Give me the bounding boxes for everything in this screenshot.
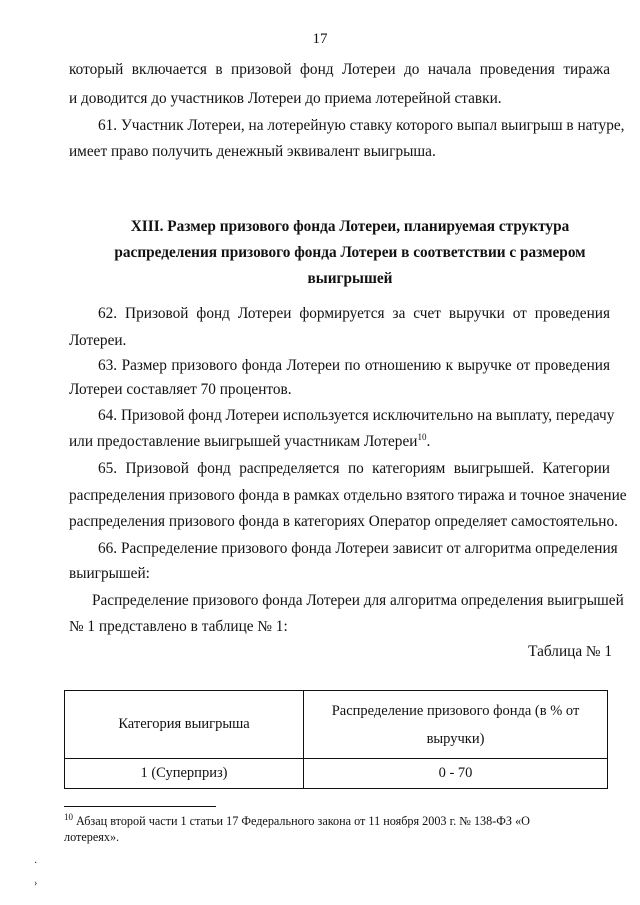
paragraph-line: № 1 представлено в таблице № 1: <box>69 618 288 635</box>
footnote-line <box>64 813 604 829</box>
footnote <box>64 813 604 845</box>
section-heading-line: выигрышей <box>307 270 393 287</box>
cell-category: 1 (Суперприз) <box>65 759 304 789</box>
footnote-divider <box>64 806 216 807</box>
paragraph-line: 63. Размер призового фонда Лотереи по отношению к выручке от проведения <box>98 357 610 374</box>
table-row <box>65 759 608 789</box>
paragraph-line: Распределение призового фонда Лотереи для алгоритма определения выигрышей <box>92 592 624 609</box>
paragraph-line: имеет право получить денежный эквивалент выигрыша. <box>69 143 436 160</box>
paragraph-line: выигрышей: <box>69 565 150 582</box>
paragraph-line: распределения призового фонда в категориях Оператор определяет самостоятельно. <box>69 513 618 530</box>
paragraph-line: Лотереи. <box>69 332 127 349</box>
paragraph-line: 65. Призовой фонд распределяется по категориям выигрышей. Категории <box>98 460 610 477</box>
paragraph-text: или предоставление выигрышей участникам Лотереи <box>69 433 418 450</box>
header-category: Категория выигрыша <box>65 691 304 759</box>
paragraph-line: 66. Распределение призового фонда Лотереи зависит от алгоритма определения <box>98 540 618 557</box>
table-header-row <box>65 691 608 759</box>
paragraph-line: который включается в призовой фонд Лотереи до начала проведения тиража <box>69 61 610 78</box>
section-heading-line: XIII. Размер призового фонда Лотереи, планируемая структура <box>130 218 570 235</box>
section-heading <box>60 214 640 292</box>
paragraph-line: и доводится до участников Лотереи до приема лотерейной ставки. <box>69 90 502 107</box>
table-label: Таблица № 1 <box>528 643 612 660</box>
paragraph-line: Лотереи составляет 70 процентов. <box>69 381 292 398</box>
footnote-number: 10 <box>64 811 73 822</box>
paragraph-line: 64. Призовой фонд Лотереи используется исключительно на выплату, передачу <box>98 407 615 424</box>
paragraph-line <box>69 432 430 452</box>
page-number: 17 <box>312 31 328 47</box>
footnote-reference: 10 <box>417 431 427 442</box>
header-distribution <box>304 691 608 759</box>
scan-mark: · <box>34 858 38 869</box>
footnote-line: лотереях». <box>64 830 120 844</box>
footnote-text: Абзац второй части 1 статьи 17 Федерального закона от 11 ноября 2003 г. № 138-ФЗ «О <box>73 814 530 828</box>
prize-fund-table <box>64 690 608 789</box>
cell-distribution: 0 - 70 <box>304 759 608 789</box>
header-distribution-line: выручки) <box>426 730 485 747</box>
section-heading-line: распределения призового фонда Лотереи в соответствии с размером <box>114 244 586 261</box>
paragraph-line: распределения призового фонда в рамках отдельно взятого тиража и точное значение <box>69 487 627 504</box>
paragraph-text: . <box>426 433 431 450</box>
scan-mark: › <box>34 878 38 889</box>
paragraph-line: 61. Участник Лотереи, на лотерейную ставку которого выпал выигрыш в натуре, <box>98 117 625 134</box>
header-distribution-line: Распределение призового фонда (в % от <box>331 702 580 719</box>
paragraph-line: 62. Призовой фонд Лотереи формируется за счет выручки от проведения <box>98 305 610 322</box>
